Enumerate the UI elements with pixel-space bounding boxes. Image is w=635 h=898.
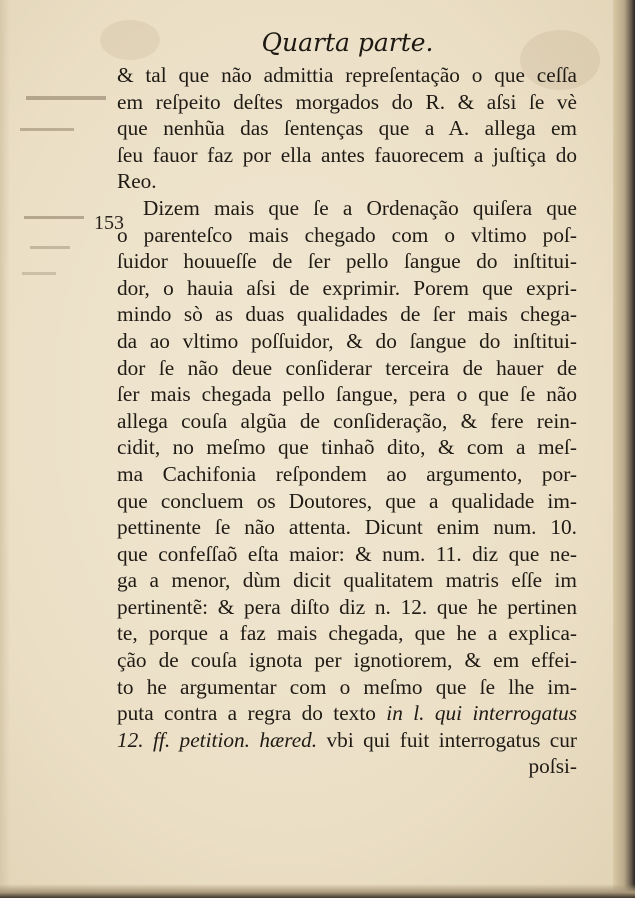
page-bottom-edge: [0, 884, 635, 898]
text-line: em reſpeito deſtes morgados do R. & aſsi ſe vè: [117, 89, 577, 114]
text-line: ſer mais chegada pello ſangue, pera o que ſe não: [117, 382, 577, 407]
text-line: que confeſſaõ eſta maior: & num. 11. diz que ne-: [117, 541, 577, 566]
legal-citation: in l. qui interrogatus: [386, 701, 577, 726]
ink-bleed-through: [26, 96, 106, 100]
text-line: ſeu fauor faz por ella antes fauorecem a juſtiça do: [117, 142, 577, 167]
text-segment: vbi qui fuit interrogatus cur: [326, 727, 577, 752]
text-line: mindo sò as duas qualidades de ſer mais chega-: [117, 302, 577, 327]
text-line: Dizem mais que ſe a Ordenação quiſera que: [143, 195, 577, 220]
text-line: to he argumentar com o meſmo que ſe lhe im-: [117, 674, 577, 699]
page-right-edge: [613, 0, 635, 898]
ink-bleed-through: [22, 272, 56, 275]
text-line: cidit, no meſmo que tinhaõ dito, & com a meſ-: [117, 435, 577, 460]
text-segment: puta contra a regra do texto: [117, 701, 376, 726]
text-line: que concluem os Doutores, que a qualidade im-: [117, 488, 577, 513]
text-line: te, porque a faz mais chegada, que he a explica-: [117, 621, 577, 646]
ink-bleed-through: [20, 128, 74, 131]
text-line: allega couſa algũa de conſideração, & fere rein-: [117, 408, 577, 433]
text-line: pettinente ſe não attenta. Dicunt enim num. 10.: [117, 515, 577, 540]
text-line: ma Cachifonia reſpondem ao argumento, por-: [117, 461, 577, 486]
text-line: da ao vltimo poſſuidor, & do ſangue do inſtitui-: [117, 328, 577, 353]
text-line: dor, o hauia aſsi de exprimir. Porem que expri-: [117, 275, 577, 300]
text-line: ſuidor houueſſe de ſer pello ſangue do inſtitui-: [117, 249, 577, 274]
body-text: [117, 62, 577, 780]
text-line-with-citation: [117, 727, 577, 754]
text-line: ção de couſa ignota per ignotiorem, & em effei-: [117, 648, 577, 673]
catchword: poſsi-: [528, 754, 577, 779]
legal-citation: 12. ff. petition. hæred.: [117, 727, 318, 752]
margin-paragraph-number: 153: [94, 212, 124, 234]
ink-bleed-through: [30, 246, 70, 249]
ink-bleed-through: [24, 216, 84, 219]
text-line: dor ſe não deue conſiderar terceira de hauer de: [117, 355, 577, 380]
text-line-with-citation: [117, 700, 577, 727]
text-line: que nenhũa das ſentenças que a A. allega em: [117, 116, 577, 141]
text-line: o parenteſco mais chegado com o vltimo poſ-: [117, 222, 577, 247]
page-left-edge: [0, 0, 10, 898]
text-line: pertinentẽ: & pera diſto diz n. 12. que he pertinen: [117, 594, 577, 619]
text-line: & tal que não admittia repreſentação o que ceſſa: [117, 63, 577, 87]
text-line: Reo.: [117, 169, 157, 194]
running-header: Quarta parte.: [261, 28, 434, 57]
text-line: ga a menor, dùm dicit qualitatem matris eſſe im: [117, 568, 577, 593]
